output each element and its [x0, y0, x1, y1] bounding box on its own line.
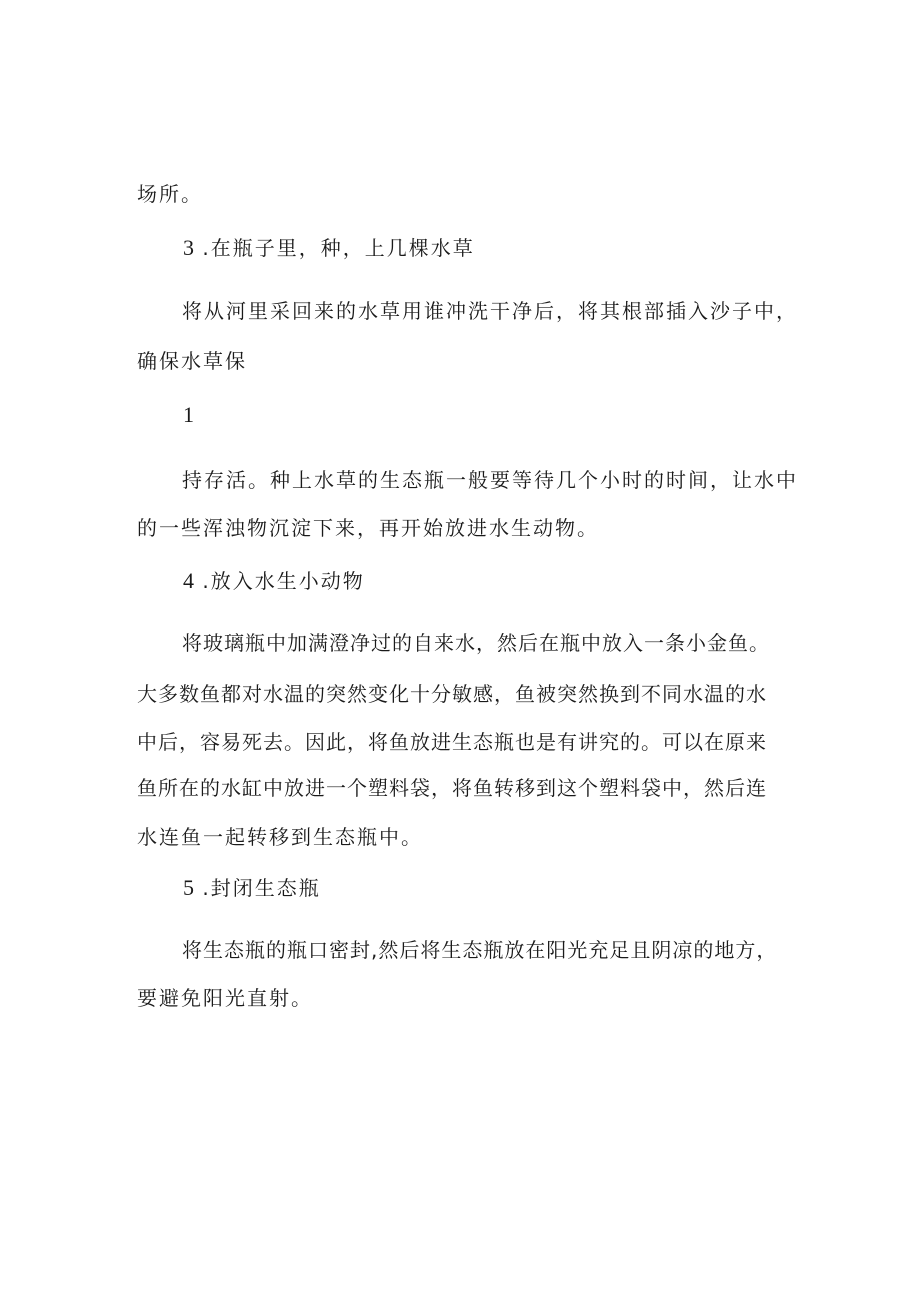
paragraph-line: 持存活。种上水草的生态瓶一般要等待几个小时的时间，让水中	[182, 468, 798, 492]
section-number: 4	[183, 568, 194, 593]
paragraph-line: 场所。	[137, 182, 203, 206]
paragraph-line: 要避免阳光直射。	[137, 986, 313, 1010]
paragraph-line: 将从河里采回来的水草用谁冲洗干净后，将其根部插入沙子中，	[182, 299, 798, 323]
paragraph-line: 鱼所在的水缸中放进一个塑料袋，将鱼转移到这个塑料袋中，然后连	[137, 776, 767, 800]
section-heading-5	[183, 873, 321, 903]
section-number: 3	[183, 235, 194, 260]
paragraph-line: 中后，容易死去。因此，将鱼放进生态瓶也是有讲究的。可以在原来	[137, 730, 767, 754]
paragraph-line: 的一些浑浊物沉淀下来，再开始放进水生动物。	[137, 516, 599, 540]
paragraph-line: 将玻璃瓶中加满澄净过的自来水，然后在瓶中放入一条小金鱼。	[182, 631, 770, 655]
page-number-marker: 1	[183, 402, 194, 427]
paragraph-line: 大多数鱼都对水温的突然变化十分敏感，鱼被突然换到不同水温的水	[137, 682, 767, 706]
section-title: .放入水生小动物	[202, 569, 365, 593]
paragraph-line: 水连鱼一起转移到生态瓶中。	[137, 825, 423, 849]
paragraph-line: 确保水草保	[137, 349, 247, 373]
section-number: 5	[183, 875, 194, 900]
paragraph-line: 将生态瓶的瓶口密封,然后将生态瓶放在阳光充足且阴凉的地方，	[182, 938, 778, 962]
section-heading-3	[183, 233, 475, 263]
section-title: .在瓶子里，种，上几棵水草	[202, 236, 475, 260]
section-title: .封闭生态瓶	[202, 876, 321, 900]
section-heading-4	[183, 566, 365, 596]
